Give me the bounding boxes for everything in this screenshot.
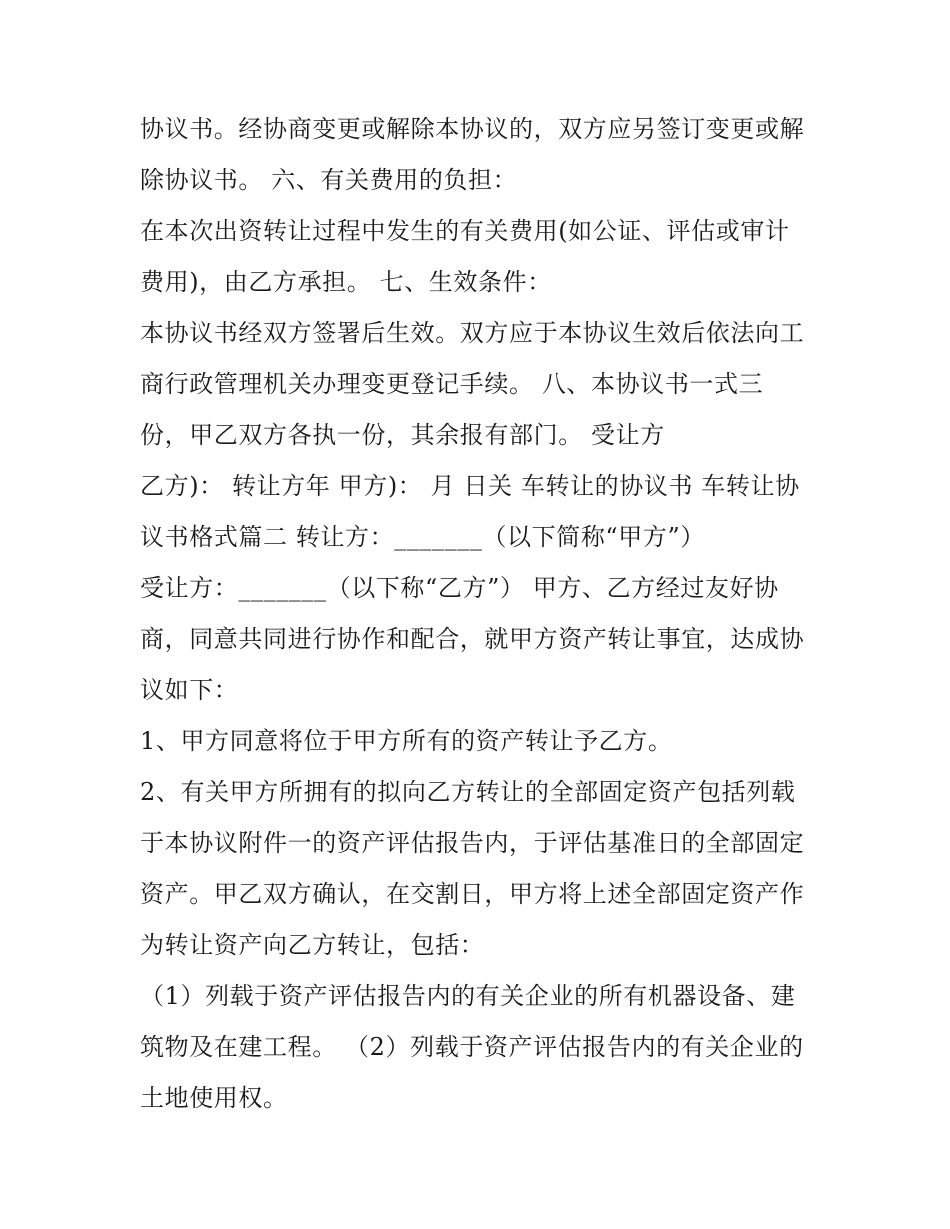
text-line: 乙方)： 转让方年 甲方)： 月 日关 车转让的协议书 车转让协: [140, 472, 800, 500]
text-line: 2、有关甲方所拥有的拟向乙方转让的全部固定资产包括列载: [140, 778, 796, 806]
text-line: 商行政管理机关办理变更登记手续。 八、本协议书一式三: [140, 370, 764, 398]
text-line: （1）列载于资产评估报告内的有关企业的所有机器设备、建: [140, 982, 796, 1010]
text-line: 1、甲方同意将位于甲方所有的资产转让予乙方。: [140, 727, 673, 755]
text-line: 筑物及在建工程。 （2）列载于资产评估报告内的有关企业的: [140, 1033, 804, 1061]
text-line: 于本协议附件一的资产评估报告内，于评估基准日的全部固定: [140, 829, 805, 857]
text-line: 本协议书经双方签署后生效。双方应于本协议生效后依法向工: [140, 319, 805, 347]
text-line: 除协议书。 六、有关费用的负担：: [140, 166, 518, 194]
text-line: 议如下：: [140, 676, 239, 704]
text-line: 资产。甲乙双方确认，在交割日，甲方将上述全部固定资产作: [140, 880, 805, 908]
text-line: 土地使用权。: [140, 1084, 288, 1112]
text-line: 份，甲乙双方各执一份，其余报有部门。 受让方: [140, 421, 665, 449]
text-line: 协议书。经协商变更或解除本协议的，双方应另签订变更或解: [140, 115, 805, 143]
text-line: 在本次出资转让过程中发生的有关费用(如公证、评估或审计: [140, 217, 790, 245]
text-line: 费用)，由乙方承担。 七、生效条件：: [140, 268, 552, 296]
text-line: 受让方：_______（以下称“乙方”） 甲方、乙方经过友好协: [140, 574, 779, 602]
text-line: 商，同意共同进行协作和配合，就甲方资产转让事宜，达成协: [140, 625, 805, 653]
text-line: 议书格式篇二 转让方：_______（以下简称“甲方”）: [140, 523, 705, 551]
document-body: [140, 104, 840, 1124]
text-line: 为转让资产向乙方转让，包括：: [140, 931, 485, 959]
